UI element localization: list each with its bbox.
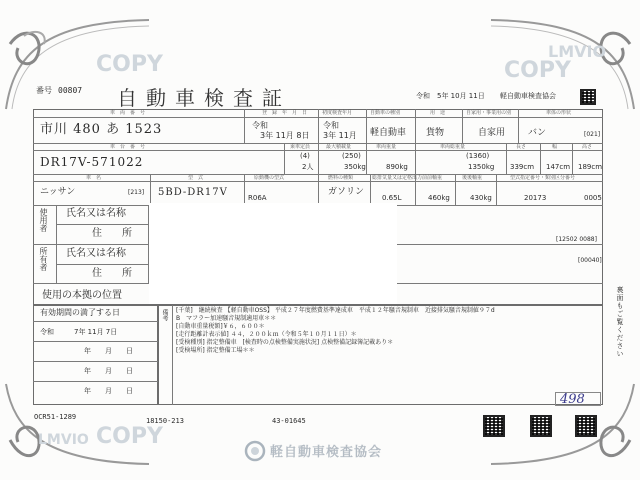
remarks-line: [走行距離計表示値] ４４，２００ｋｍ（令和５年１０月１１日）＊ — [176, 331, 357, 338]
header-reg-date: 登 録 年 月 日 — [262, 110, 308, 116]
owner-code: [12502 0088] — [556, 236, 597, 243]
remarks-line: [受検場所] 指定整備工場＊＊ — [176, 347, 255, 354]
side-note: 裏面もご覧ください — [616, 286, 624, 358]
remarks-line: [自動車重量税額]￥６，６００＊ — [176, 323, 265, 330]
user-name-label: 氏名又は名称 — [66, 208, 126, 219]
user-address-label: 住 所 — [92, 228, 132, 239]
owner-group-label: 所有者 — [39, 247, 48, 271]
header-purpose: 自家用・事業用の別 — [466, 110, 512, 116]
base-location-label: 使用の本拠の位置 — [42, 290, 122, 301]
purpose-value: 自家用 — [478, 128, 506, 138]
watermark-copy: COPY — [96, 52, 163, 77]
height-value: 189cm — [578, 163, 603, 171]
qr-code-1 — [483, 415, 505, 437]
remarks-line: [千葉] 継続検査 【軽自動車OSS】 平成２７年度燃費基準達成車 平成１２年騒音規制車 近接排気騒音規制値９７d — [176, 307, 495, 314]
watermark-logo: LMVIO — [38, 432, 89, 448]
header-plate: 車 両 番 号 — [110, 110, 146, 116]
watermark-logo: LMVIO — [548, 42, 607, 61]
watermark-copy: COPY — [504, 58, 571, 83]
width-value: 147cm — [546, 163, 571, 171]
class-number-value: 0005 — [584, 194, 602, 202]
model-value: 5BD-DR17V — [158, 187, 228, 198]
use-value: 貨物 — [426, 128, 445, 138]
first-inspection-date: 3年 11月 — [323, 131, 357, 140]
validity-blank-row: 年 月 日 — [84, 367, 133, 375]
gross-b: 1350kg — [468, 163, 495, 171]
document-title: 自動車検査証 — [117, 86, 291, 110]
validity-date: 7年 11月 7日 — [74, 328, 118, 336]
vehicle-kind: 軽自動車 — [370, 128, 407, 138]
plate-number: 市川 480 あ 1523 — [40, 122, 163, 137]
remarks-line: [受検種別] 指定整備車 [検査時の点検整備実施状況] 点検整備記録簿記載あり＊ — [176, 339, 394, 346]
issue-date: 令和 5年 10月 11日 — [416, 92, 485, 100]
certificate-number: 00807 — [58, 86, 83, 95]
capacity-a: (4) — [300, 152, 310, 160]
handwritten-number: 498 — [560, 392, 585, 407]
remarks-label: 備考 — [161, 309, 168, 321]
validity-blank-row: 年 月 日 — [84, 387, 133, 395]
qr-code-3 — [575, 415, 597, 437]
body-value: バン — [528, 128, 547, 138]
user-group-label: 使用者 — [39, 208, 48, 232]
header-capacity: 乗車定員 — [290, 144, 311, 150]
footer-code-3: 43-01645 — [272, 417, 306, 425]
fuel-value: ガソリン — [328, 187, 365, 197]
redacted-personal-info — [149, 203, 397, 304]
header-gross: 車両総重量 — [440, 144, 466, 150]
weight-value: 890kg — [386, 163, 408, 171]
header-model: 型 式 — [188, 175, 204, 181]
header-qr-code — [580, 89, 596, 105]
validity-era: 令和 — [40, 328, 54, 336]
header-length: 長さ — [516, 144, 527, 150]
header-vin: 車 台 番 号 — [110, 144, 146, 150]
capacity-b: 2人 — [302, 163, 314, 171]
remarks-line: B マフラー加速騒音規制適用車＊＊ — [176, 315, 277, 322]
footer-code-2: 18150-213 — [146, 417, 184, 425]
displacement-value: 0.65L — [382, 194, 402, 202]
length-value: 339cm — [510, 163, 535, 171]
header-displacement: 総排気量又は定格出力 — [372, 175, 423, 181]
gross-a: (1360) — [466, 152, 490, 160]
rear-axle-value: 430kg — [470, 194, 492, 202]
header-max-load: 最大積載量 — [326, 144, 352, 150]
body-code: [021] — [584, 131, 601, 138]
header-rear-axle: 後後軸重 — [462, 175, 483, 181]
ocr-code: OCR51-1289 — [34, 413, 77, 421]
header-height: 高さ — [582, 144, 593, 150]
header-engine: 原動機の型式 — [254, 175, 285, 181]
first-reg-date: 3年 11月 8日 — [260, 131, 310, 140]
header-weight: 車両重量 — [376, 144, 397, 150]
validity-label: 有効期間の満了する日 — [40, 308, 120, 317]
header-first-inspection: 初度検査年月 — [322, 110, 353, 116]
engine-value: R06A — [248, 194, 267, 202]
header-use: 用 途 — [430, 110, 446, 116]
owner-name-label: 氏名又は名称 — [66, 248, 126, 259]
qr-code-2 — [530, 415, 552, 437]
header-vehicle-kind: 自動車の種別 — [370, 110, 401, 116]
issuer-label: 軽自動車検査協会 — [500, 92, 556, 100]
front-axle-value: 460kg — [428, 194, 450, 202]
first-reg-era: 令和 — [252, 121, 268, 130]
header-body: 車体の形状 — [546, 110, 572, 116]
max-load-a: (250) — [342, 152, 361, 160]
maker-code: [213] — [128, 189, 145, 196]
header-maker: 車 名 — [86, 175, 102, 181]
number-label: 番号 — [36, 86, 52, 95]
first-inspection-era: 令和 — [323, 121, 339, 130]
association-name: 軽自動車検査協会 — [270, 445, 383, 460]
owner-code-2: [00040] — [578, 257, 602, 264]
header-front-axle: 前前軸重 — [422, 175, 443, 181]
header-type-number: 型式指定番号・類別区分番号 — [510, 175, 576, 181]
validity-blank-row: 年 月 日 — [84, 347, 133, 355]
header-fuel: 燃料の種類 — [328, 175, 354, 181]
header-width: 幅 — [552, 144, 558, 150]
watermark-copy: COPY — [96, 424, 163, 449]
maker-value: ニッサン — [40, 187, 76, 197]
chassis-number: DR17V-571022 — [40, 155, 144, 169]
type-number-value: 20173 — [524, 194, 547, 202]
max-load-b: 350kg — [344, 163, 366, 171]
remarks-text — [176, 308, 600, 356]
owner-address-label: 住 所 — [92, 268, 132, 279]
association-logo — [244, 440, 266, 462]
